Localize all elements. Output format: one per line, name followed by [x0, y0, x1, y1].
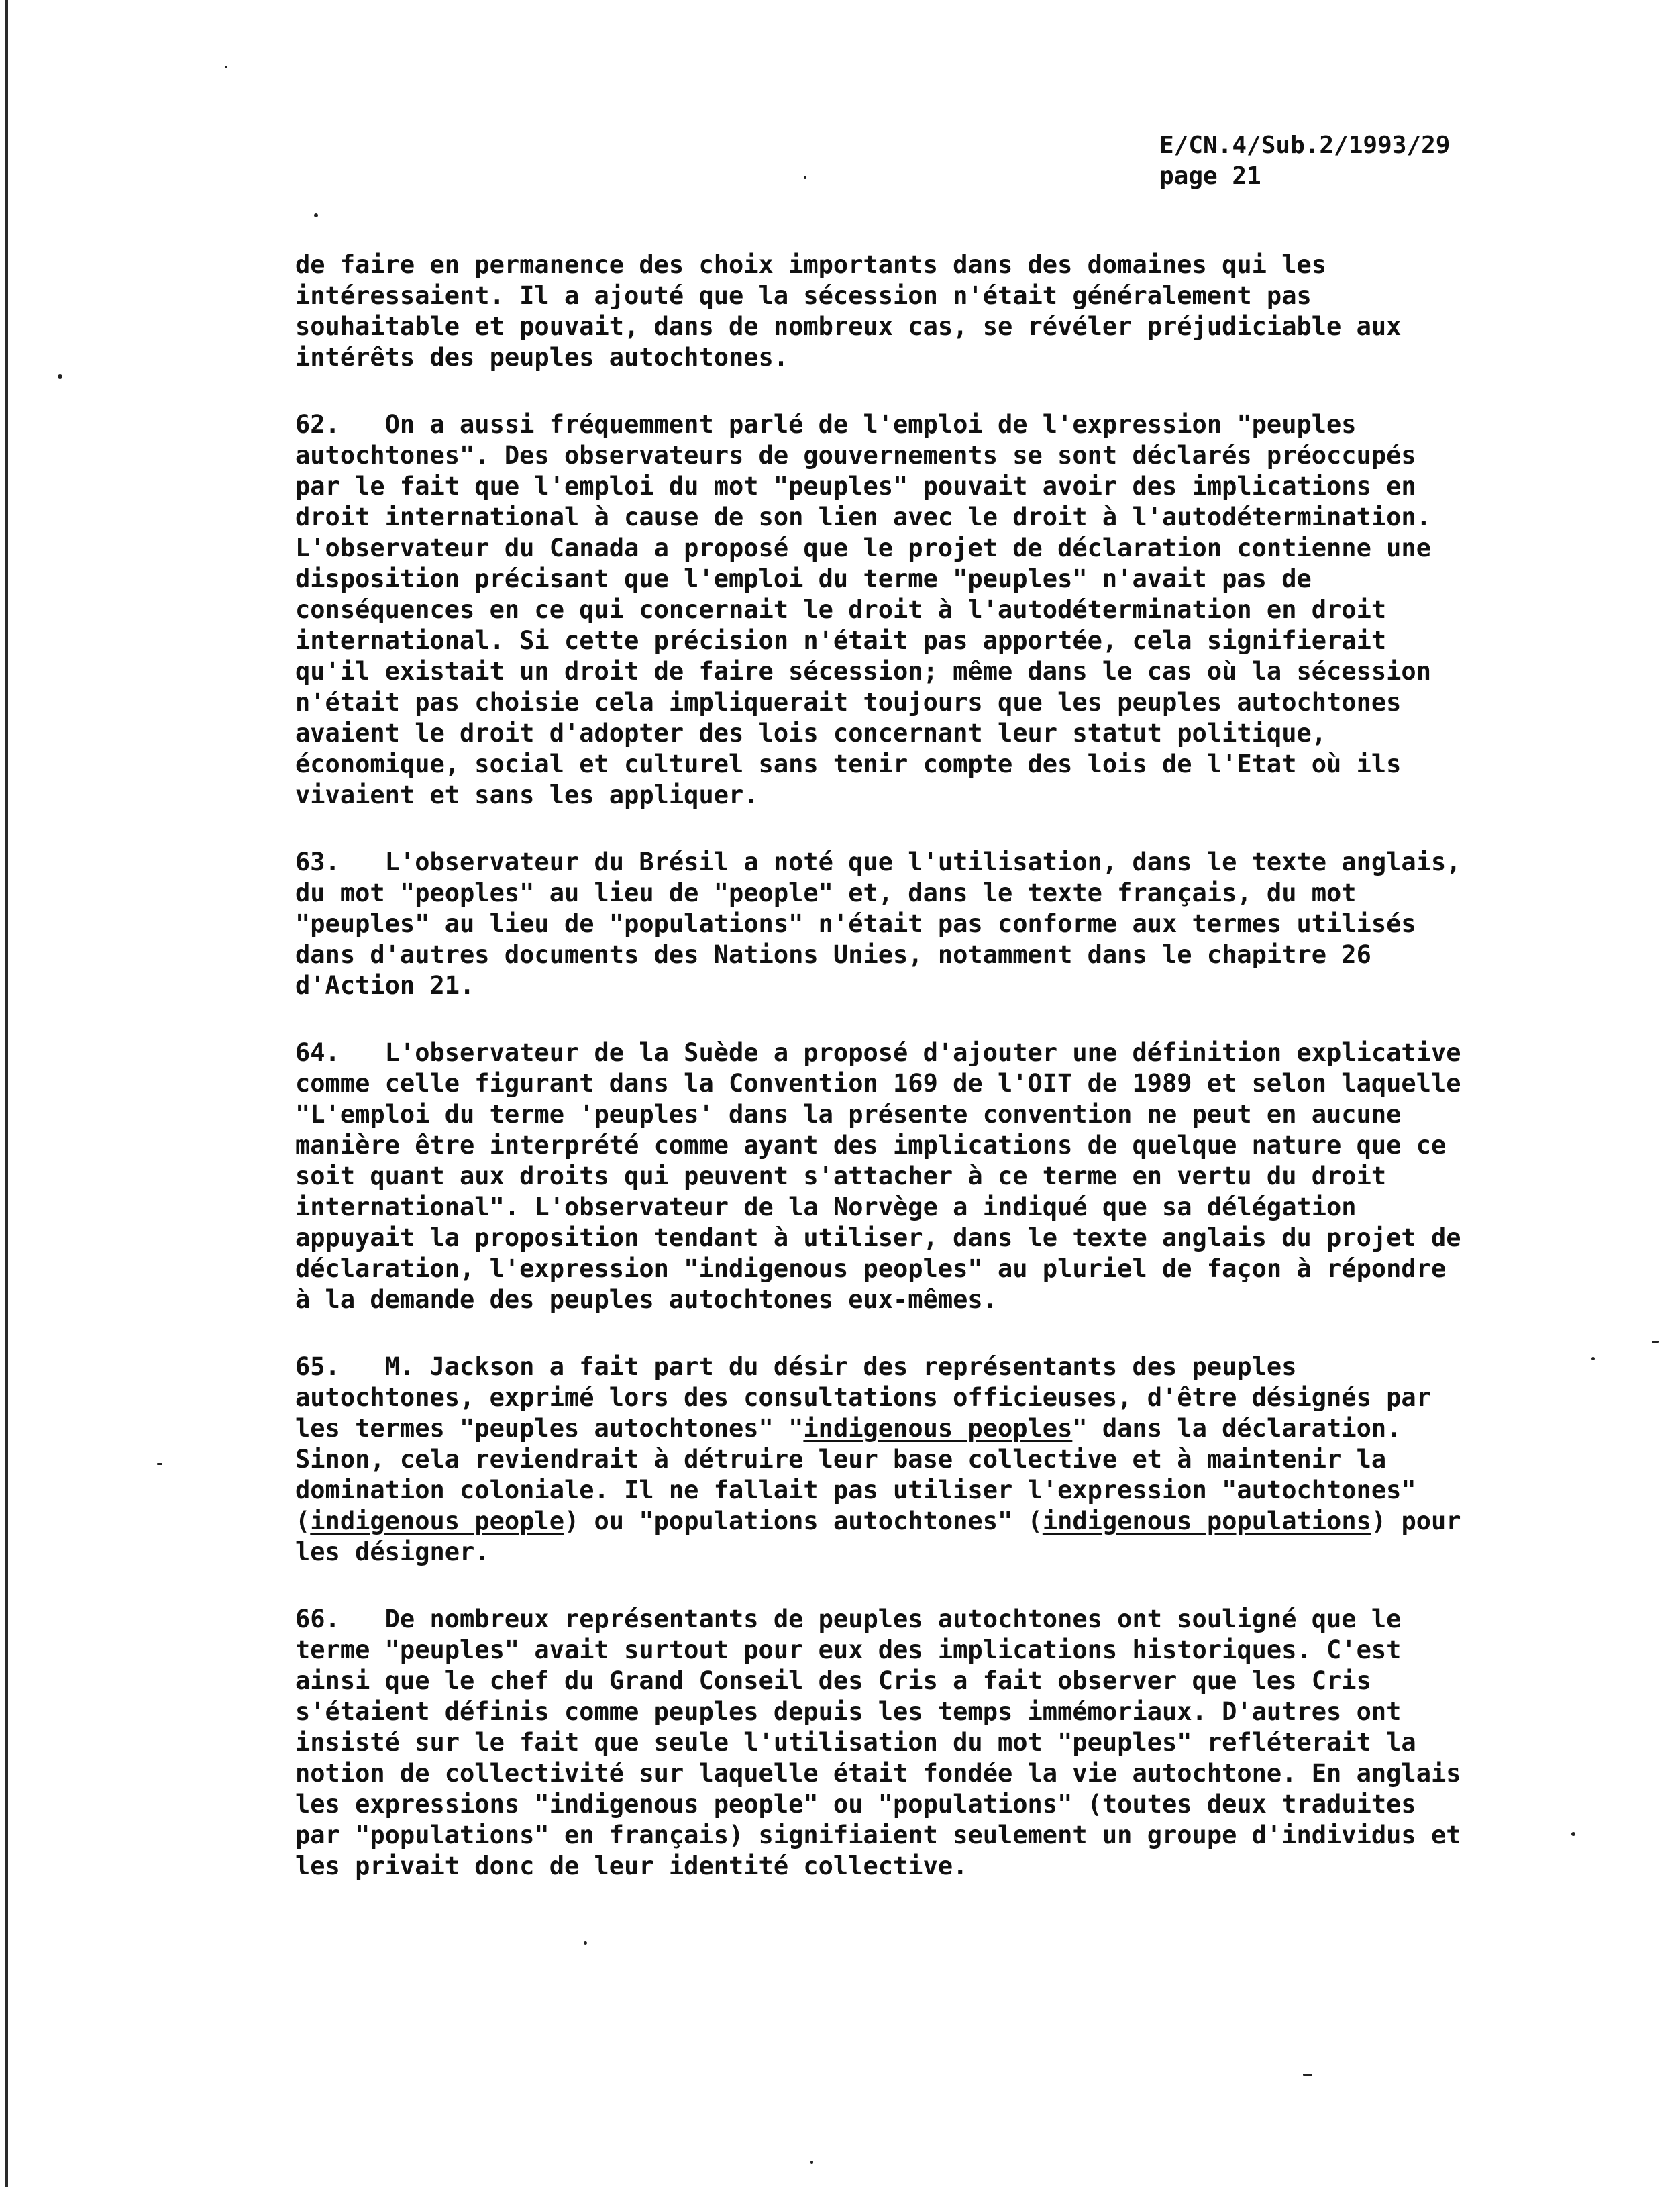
text-segment: 64. L'observateur de la Suède a proposé d'ajouter une définition explicative — [295, 1038, 1461, 1067]
text-line — [295, 939, 1371, 970]
text-line — [295, 1161, 1386, 1192]
text-line — [295, 970, 474, 1001]
text-line — [295, 1666, 1371, 1696]
text-line — [295, 1352, 1296, 1382]
text-segment: déclaration, l'expression "indigenous peoples" au pluriel de façon à répondre — [295, 1254, 1447, 1283]
text-segment: disposition précisant que l'emploi du terme "peuples" n'avait pas de — [295, 564, 1312, 593]
text-line — [295, 1635, 1401, 1666]
text-line — [295, 656, 1431, 687]
text-line — [295, 250, 1326, 281]
text-segment: manière être interprété comme ayant des implications de quelque nature que ce — [295, 1131, 1447, 1160]
scan-speck — [810, 2161, 813, 2164]
text-segment: d'Action 21. — [295, 971, 475, 1000]
text-line — [295, 595, 1386, 625]
text-line — [295, 533, 1431, 564]
text-segment: intérêts des peuples autochtones. — [295, 343, 789, 372]
text-segment: Sinon, cela reviendrait à détruire leur base collective et à maintenir la — [295, 1445, 1387, 1474]
text-segment: conséquences en ce qui concernait le droit à l'autodétermination en droit — [295, 595, 1387, 624]
text-line — [295, 1727, 1416, 1758]
text-segment: souhaitable et pouvait, dans de nombreux cas, se révéler préjudiciable aux — [295, 312, 1402, 341]
text-segment: ) pour — [1371, 1507, 1461, 1535]
scan-speck — [584, 1941, 587, 1945]
text-segment: "peuples" au lieu de "populations" n'était pas conforme aux termes utilisés — [295, 909, 1416, 938]
text-segment: les expressions "indigenous people" ou "populations" (toutes deux traduites — [295, 1790, 1416, 1819]
underlined-term: indigenous peoples — [803, 1414, 1073, 1443]
text-line — [295, 780, 759, 811]
text-segment: ) ou "populations autochtones" ( — [564, 1507, 1043, 1535]
text-line — [295, 409, 1357, 440]
scan-speck — [804, 176, 806, 179]
text-segment: ( — [295, 1507, 311, 1535]
text-line — [295, 687, 1401, 718]
text-segment: autochtones". Des observateurs de gouvernements se sont déclarés préoccupés — [295, 441, 1416, 470]
text-segment: appuyait la proposition tendant à utiliser, dans le texte anglais du projet de — [295, 1223, 1461, 1252]
text-line — [295, 878, 1357, 909]
text-line — [295, 1254, 1446, 1284]
text-line — [295, 1696, 1401, 1727]
text-segment: les privait donc de leur identité collective. — [295, 1851, 968, 1880]
text-segment: avaient le droit d'adopter des lois concernant leur statut politique, — [295, 719, 1327, 748]
text-segment: 62. On a aussi fréquemment parlé de l'emploi de l'expression "peuples — [295, 410, 1357, 439]
text-segment: international". L'observateur de la Norvège a indiqué que sa délégation — [295, 1192, 1357, 1221]
text-segment: " dans la déclaration. — [1072, 1414, 1402, 1443]
text-line — [295, 847, 1461, 878]
text-segment: vivaient et sans les appliquer. — [295, 780, 759, 809]
document-symbol: E/CN.4/Sub.2/1993/29 — [1159, 132, 1451, 159]
text-line — [295, 311, 1401, 342]
scan-speck — [157, 1463, 162, 1465]
text-segment: terme "peuples" avait surtout pour eux des implications historiques. C'est — [295, 1635, 1402, 1664]
document-header — [1159, 130, 1450, 192]
text-segment: soit quant aux droits qui peuvent s'attacher à ce terme en vertu du droit — [295, 1162, 1387, 1190]
text-line — [295, 564, 1312, 595]
text-segment: qu'il existait un droit de faire sécession; même dans le cas où la sécession — [295, 657, 1431, 686]
text-segment: droit international à cause de son lien avec le droit à l'autodétermination. — [295, 503, 1431, 531]
text-segment: les désigner. — [295, 1537, 490, 1566]
text-line — [295, 1192, 1357, 1223]
text-line — [295, 1758, 1461, 1789]
text-segment: dans d'autres documents des Nations Unies, notamment dans le chapitre 26 — [295, 940, 1371, 969]
scan-speck — [1652, 1341, 1659, 1343]
text-segment: les termes "peuples autochtones" " — [295, 1414, 804, 1443]
text-segment: notion de collectivité sur laquelle était fondée la vie autochtone. En anglais — [295, 1759, 1461, 1788]
text-line — [295, 342, 788, 373]
text-segment: domination coloniale. Il ne fallait pas utiliser l'expression "autochtones" — [295, 1476, 1416, 1505]
text-line — [295, 281, 1312, 311]
text-line — [295, 1820, 1461, 1851]
text-segment: économique, social et culturel sans tenir compte des lois de l'Etat où ils — [295, 750, 1402, 778]
text-line — [295, 1537, 490, 1568]
text-line — [295, 1130, 1446, 1161]
text-line — [295, 749, 1401, 780]
text-segment: par "populations" en français) signifiaient seulement un groupe d'individus et — [295, 1821, 1461, 1849]
text-segment: intéressaient. Il a ajouté que la sécession n'était généralement pas — [295, 281, 1312, 310]
text-line — [295, 471, 1416, 502]
text-line — [295, 1223, 1461, 1254]
text-line — [295, 1444, 1386, 1475]
text-line — [295, 909, 1416, 939]
text-line — [295, 1037, 1461, 1068]
text-segment: comme celle figurant dans la Convention 169 de l'OIT de 1989 et selon laquelle — [295, 1069, 1461, 1098]
scan-speck — [314, 213, 318, 217]
text-line — [295, 1068, 1461, 1099]
scan-edge-line — [5, 0, 8, 2187]
page-number: page 21 — [1159, 162, 1261, 190]
text-segment: n'était pas choisie cela impliquerait toujours que les peuples autochtones — [295, 688, 1402, 717]
underlined-term: indigenous populations — [1042, 1507, 1371, 1535]
text-segment: insisté sur le fait que seule l'utilisation du mot "peuples" refléterait la — [295, 1728, 1416, 1757]
text-line — [295, 1284, 998, 1315]
text-line — [295, 1789, 1416, 1820]
text-line — [295, 502, 1431, 533]
text-segment: à la demande des peuples autochtones eux-mêmes. — [295, 1285, 998, 1314]
text-segment: 65. M. Jackson a fait part du désir des représentants des peuples — [295, 1352, 1297, 1381]
text-line — [295, 1475, 1416, 1506]
text-line — [295, 1382, 1431, 1413]
text-segment: "L'emploi du terme 'peuples' dans la présente convention ne peut en aucune — [295, 1100, 1402, 1129]
text-segment: par le fait que l'emploi du mot "peuples" pouvait avoir des implications en — [295, 472, 1416, 501]
scan-speck — [225, 66, 227, 68]
scan-speck — [1571, 1832, 1575, 1836]
text-segment: L'observateur du Canada a proposé que le projet de déclaration contienne une — [295, 533, 1431, 562]
text-line — [295, 440, 1416, 471]
underlined-term: indigenous people — [310, 1507, 564, 1535]
text-line — [295, 1413, 1401, 1444]
text-line — [295, 625, 1386, 656]
text-segment: ainsi que le chef du Grand Conseil des Cris a fait observer que les Cris — [295, 1666, 1371, 1695]
text-segment: du mot "peoples" au lieu de "people" et, dans le texte français, du mot — [295, 878, 1357, 907]
text-line — [295, 1099, 1401, 1130]
scan-speck — [58, 374, 62, 379]
text-line — [295, 1851, 967, 1882]
text-segment: 63. L'observateur du Brésil a noté que l'utilisation, dans le texte anglais, — [295, 848, 1461, 876]
scan-speck — [1303, 2074, 1312, 2076]
text-segment: de faire en permanence des choix importants dans des domaines qui les — [295, 250, 1327, 279]
text-line — [295, 1604, 1401, 1635]
scan-speck — [1591, 1357, 1595, 1360]
text-segment: international. Si cette précision n'était pas apportée, cela signifierait — [295, 626, 1387, 655]
text-segment: autochtones, exprimé lors des consultations officieuses, d'être désignés par — [295, 1383, 1431, 1412]
text-line — [295, 1506, 1461, 1537]
text-line — [295, 718, 1326, 749]
text-segment: 66. De nombreux représentants de peuples autochtones ont souligné que le — [295, 1605, 1402, 1633]
text-segment: s'étaient définis comme peuples depuis les temps immémoriaux. D'autres ont — [295, 1697, 1402, 1726]
